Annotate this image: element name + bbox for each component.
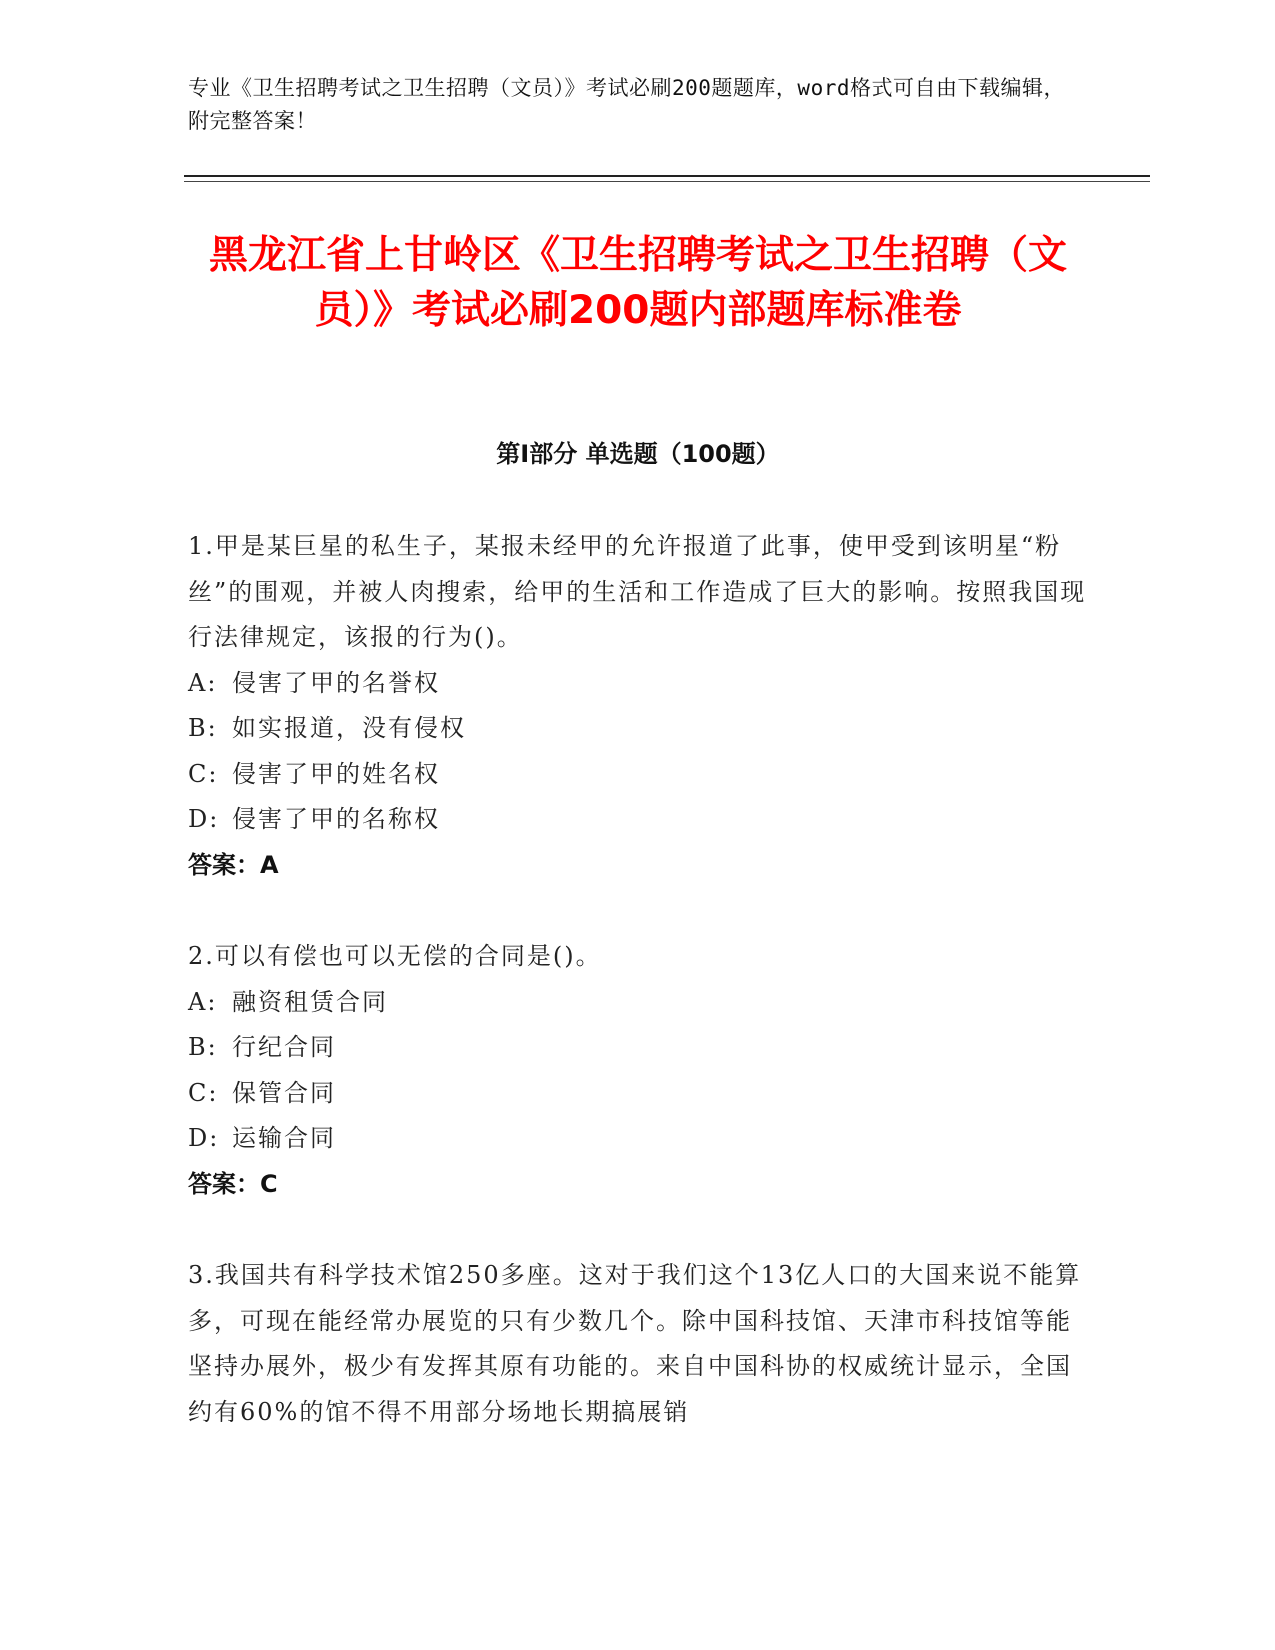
question-option	[188, 797, 1088, 843]
question-answer: 答案：C	[188, 1169, 278, 1198]
question-option	[188, 1116, 1088, 1162]
option-text: 融资租赁合同	[232, 987, 388, 1016]
option-key: D:	[188, 805, 220, 833]
question-option	[188, 1025, 1088, 1071]
header-note: 专业《卫生招聘考试之卫生招聘（文员）》考试必刷200题题库，word格式可自由下载编辑，附完整答案！	[188, 76, 1065, 133]
question-option	[188, 661, 1088, 707]
document-title: 黑龙江省上甘岭区《卫生招聘考试之卫生招聘（文员）》考试必刷200题内部题库标准卷	[208, 233, 1067, 333]
option-key: A:	[188, 668, 218, 697]
option-key: B:	[188, 1033, 218, 1061]
option-key: C:	[188, 1078, 219, 1107]
question-answer: 答案：A	[188, 850, 279, 879]
question-stem: 1.甲是某巨星的私生子，某报未经甲的允许报道了此事，使甲受到该明星“粉丝”的围观，并被人肉搜索，给甲的生活和工作造成了巨大的影响。按照我国现行法律规定，该报的行为()。	[188, 532, 1087, 651]
question-stem: 3.我国共有科学技术馆250多座。这对于我们这个13亿人口的大国来说不能算多，可现在能经常办展览的只有少数几个。除中国科技馆、天津市科技馆等能坚持办展外，极少有发挥其原有功能的。来自中国科协的权威统计显示，全国约有60%的馆不得不用部分场地长期搞展销	[188, 1261, 1082, 1426]
option-key: C:	[188, 759, 219, 788]
option-text: 如实报道，没有侵权	[232, 714, 466, 742]
question-item	[188, 934, 1088, 1207]
question-option	[188, 752, 1088, 798]
question-option	[188, 1071, 1088, 1117]
question-option	[188, 980, 1088, 1026]
question-option	[188, 706, 1088, 752]
header-divider-thin	[184, 181, 1150, 182]
question-item	[188, 524, 1088, 888]
option-key: A:	[188, 987, 218, 1016]
section-title: 第I部分 单选题（100题）	[496, 440, 780, 468]
option-text: 运输合同	[232, 1124, 336, 1152]
option-text: 侵害了甲的名称权	[232, 805, 440, 833]
question-item	[188, 1253, 1088, 1435]
header-divider-thick	[184, 175, 1150, 177]
question-stem: 2.可以有偿也可以无偿的合同是()。	[188, 942, 602, 970]
option-text: 侵害了甲的姓名权	[232, 759, 440, 788]
question-list	[188, 524, 1088, 1481]
option-text: 侵害了甲的名誉权	[232, 668, 440, 697]
option-text: 行纪合同	[232, 1033, 336, 1061]
option-key: D:	[188, 1124, 220, 1152]
option-text: 保管合同	[232, 1078, 336, 1107]
option-key: B:	[188, 714, 218, 742]
